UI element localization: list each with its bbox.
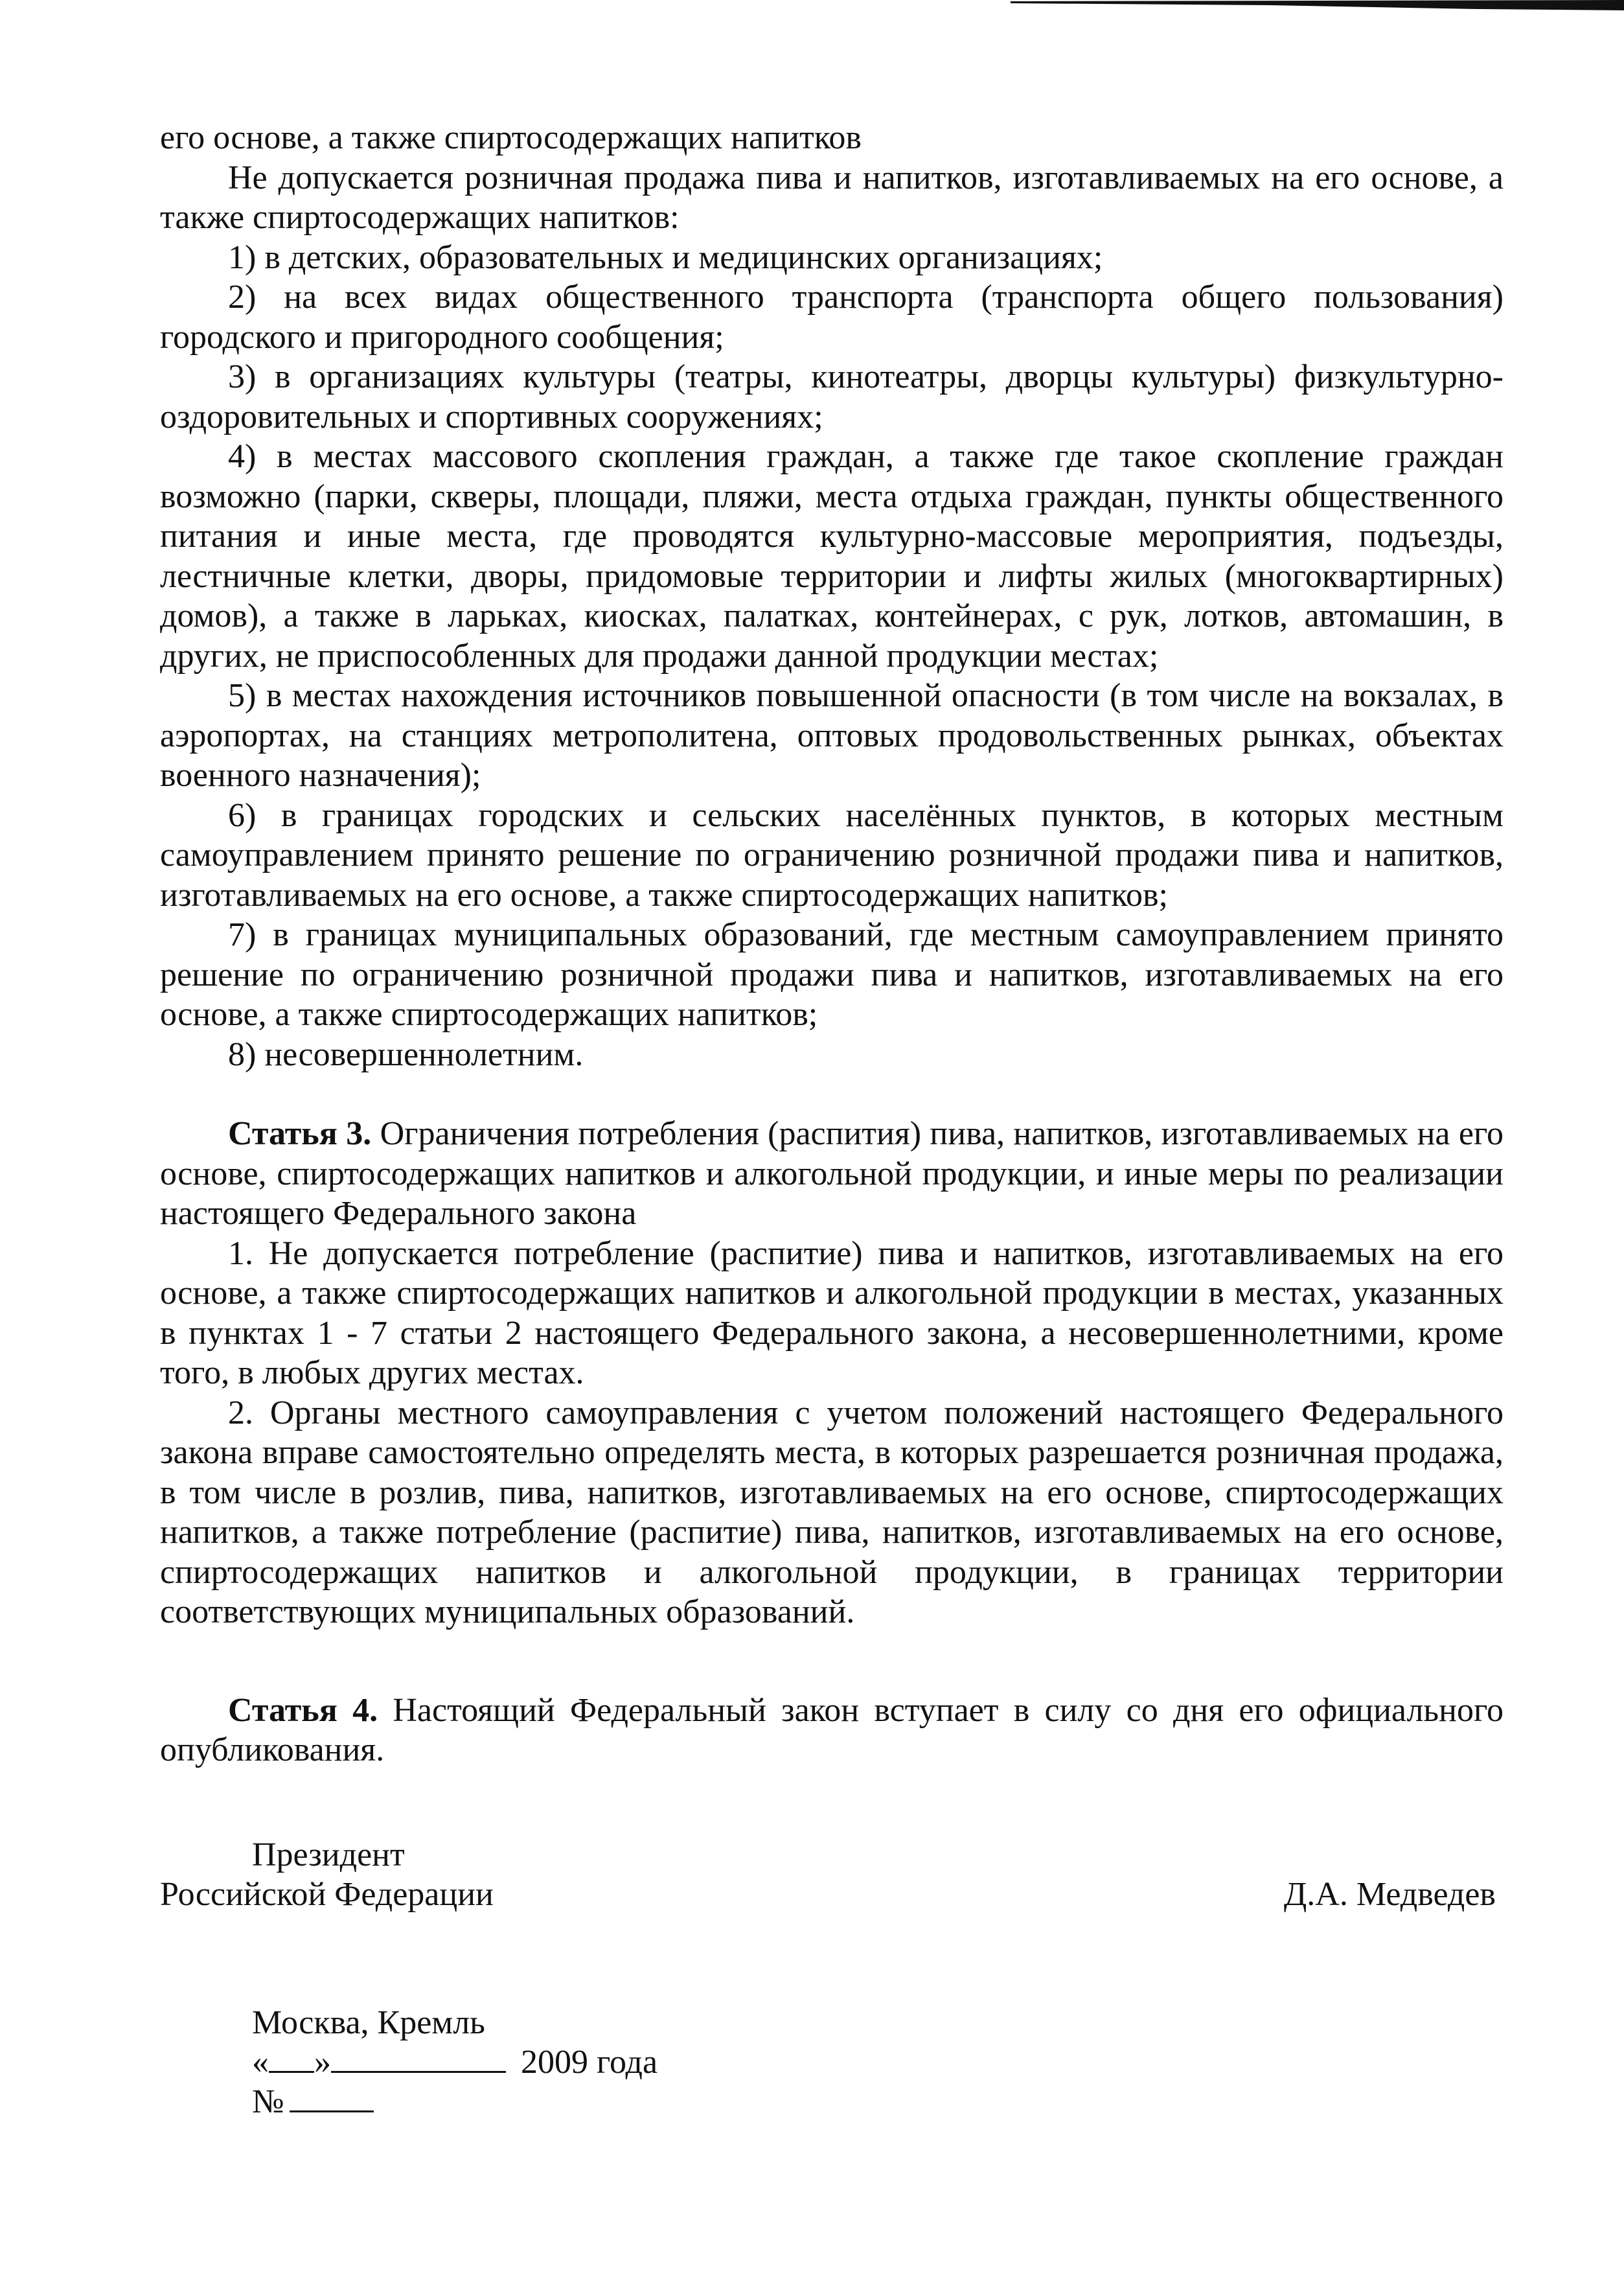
signature-block bbox=[160, 1835, 1504, 1926]
article3-label: Статья 3. bbox=[228, 1115, 372, 1152]
document-page bbox=[160, 118, 1504, 2121]
article2-item-4: 4) в местах массового скопления граждан, а также где такое скопление граждан возможно (парки, скверы, площади, пляжи, места отдыха граждан, пункты общественного питания и иные места, где проводятся культурно-массовые мероприятия, подъезды, лестничные клетки, дворы, придомовые территории и лифты жилых (многоквартирных) домов), а также в ларьках, киосках, палатках, контейнерах, с рук, лотков, автомашин, в других, не приспособленных для продажи данной продукции местах; bbox=[160, 438, 1504, 675]
article2-item-5: 5) в местах нахождения источников повышенной опасности (в том числе на вокзалах, в аэропортах, на станциях метрополитена, оптовых продовольственных рынках, объектах военного назначения); bbox=[160, 677, 1504, 794]
article2-item-1: 1) в детских, образовательных и медицинских организациях; bbox=[228, 238, 1103, 276]
article2-item-6: 6) в границах городских и сельских населённых пунктов, в которых местным самоуправлением принято решение по ограничению розничной продажи пива и напитков, изготавливаемых на его основе, а также спиртосодержащих напитков; bbox=[160, 796, 1504, 914]
month-blank bbox=[331, 2042, 506, 2073]
signatory-title-line2: Российской Федерации bbox=[160, 1875, 494, 1913]
article2-item-8: 8) несовершеннолетним. bbox=[228, 1035, 584, 1073]
signatory-title-line1: Президент bbox=[252, 1836, 405, 1873]
article4-text: Настоящий Федеральный закон вступает в силу со дня его официального опубликования. bbox=[160, 1691, 1504, 1768]
signing-date bbox=[252, 2042, 1504, 2082]
date-year: 2009 года bbox=[512, 2043, 658, 2081]
article4-label: Статья 4. bbox=[228, 1691, 378, 1729]
article3-clause-2: 2. Органы местного самоуправления с учетом положений настоящего Федерального закона вправе самостоятельно определять места, в которых разрешается розничная продажа, в том числе в розлив, пива, напитков, изготавливаемых на его основе, спиртосодержащих напитков, а также потребление (распитие) пива, напитков, изготавливаемых на его основе, спиртосодержащих напитков и алкогольной продукции, в границах территории соответствующих муниципальных образований. bbox=[160, 1394, 1504, 1630]
document-number bbox=[252, 2082, 1504, 2121]
date-quote-close: » bbox=[314, 2043, 331, 2081]
continuation-line: его основе, а также спиртосодержащих напитков bbox=[160, 119, 862, 156]
number-sign: № bbox=[252, 2083, 284, 2120]
signatory-title bbox=[160, 1835, 494, 1914]
article4 bbox=[160, 1691, 1504, 1770]
signing-place: Москва, Кремль bbox=[252, 2004, 485, 2041]
date-quote-open: « bbox=[252, 2043, 269, 2081]
article2-item-7: 7) в границах муниципальных образований, где местным самоуправлением принято решение по ограничению розничной продажи пива и напитков, изготавливаемых на его основе, а также спиртосодержащих напитков; bbox=[160, 916, 1504, 1033]
article2-item-3: 3) в организациях культуры (театры, кинотеатры, дворцы культуры) физкультурно-оздоровительных и спортивных сооружениях; bbox=[160, 358, 1504, 435]
signatory-name: Д.А. Медведев bbox=[1283, 1875, 1496, 1913]
article3-clause-1: 1. Не допускается потребление (распитие) пива и напитков, изготавливаемых на его основе, а также спиртосодержащих напитков и алкогольной продукции в местах, указанных в пунктах 1 - 7 статьи 2 настоящего Федерального закона, а несовершеннолетними, кроме того, в любых других местах. bbox=[160, 1234, 1504, 1391]
number-blank bbox=[290, 2082, 374, 2112]
day-blank bbox=[269, 2042, 314, 2073]
article3-heading bbox=[160, 1114, 1504, 1234]
place-date-block bbox=[160, 2004, 1504, 2121]
scan-edge-artifact bbox=[1011, 0, 1624, 10]
article2-intro: Не допускается розничная продажа пива и напитков, изготавливаемых на его основе, а также спиртосодержащих напитков: bbox=[160, 159, 1504, 236]
article3-title: Ограничения потребления (распития) пива, напитков, изготавливаемых на его основе, спиртосодержащих напитков и алкогольной продукции, и иные меры по реализации настоящего Федерального закона bbox=[160, 1115, 1504, 1232]
article2-item-2: 2) на всех видах общественного транспорта (транспорта общего пользования) городского и пригородного сообщения; bbox=[160, 279, 1504, 356]
